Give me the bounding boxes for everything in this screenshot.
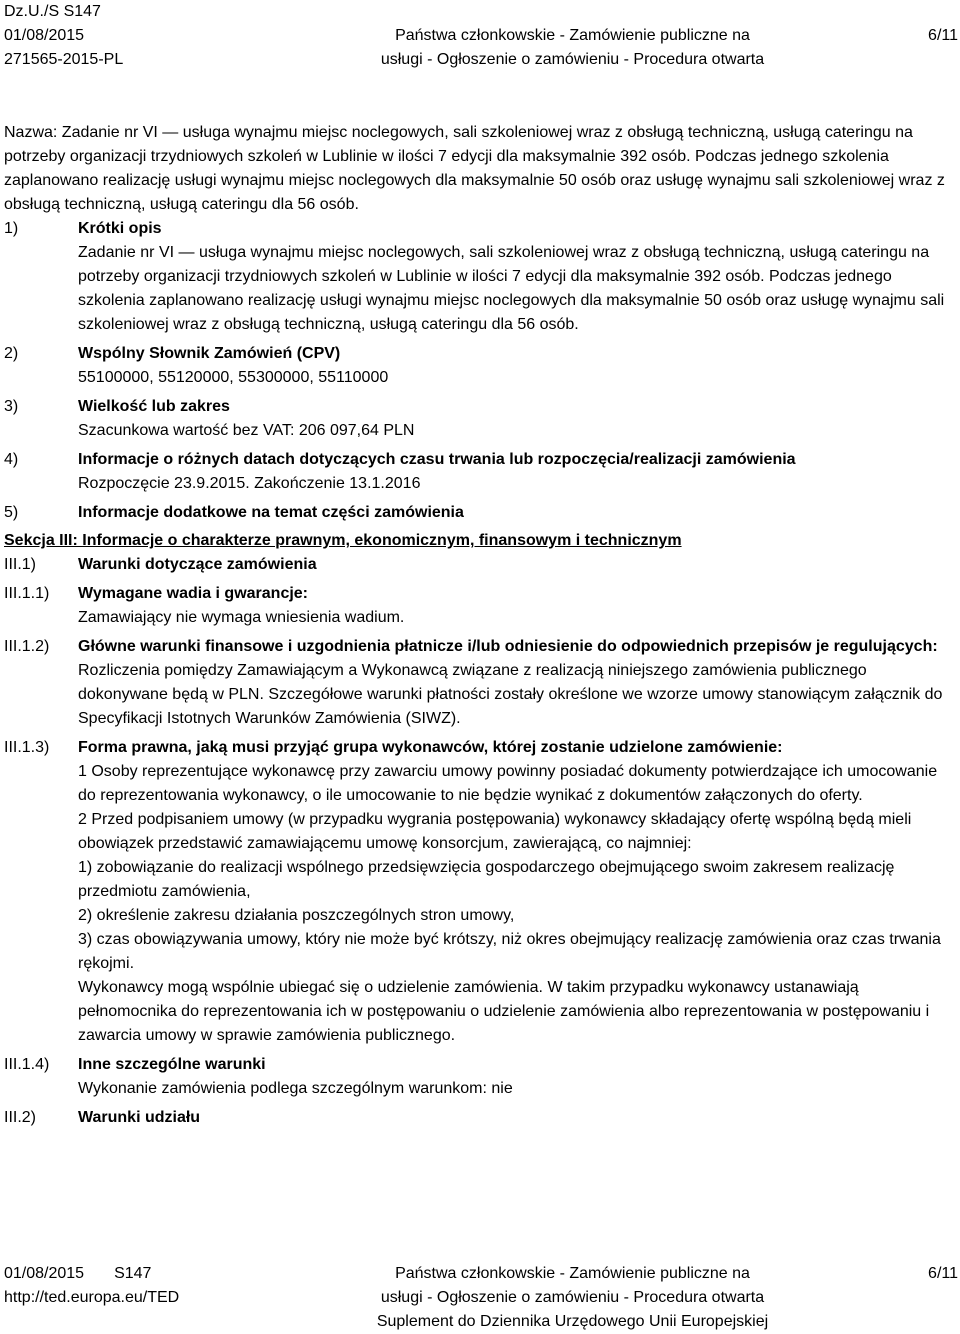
section-number: III.1) [4,556,37,573]
item-title: Krótki opis [78,220,162,237]
journal-reference: Dz.U./S S147 [4,3,101,20]
section-title: Warunki udziału [78,1109,201,1126]
notice-type-line-2: usługi - Ogłoszenie o zamówieniu - Procedura otwarta [380,51,765,68]
section-title: Forma prawna, jaką musi przyjąć grupa wykonawców, której zostanie udzielone zamówienie: [78,739,783,756]
paragraph: 1) zobowiązanie do realizacji wspólnego przedsięwzięcia gospodarczego obejmującego swoim zakresem realizację przedmiotu zamówienia, [78,859,895,900]
item-short-description [4,217,954,337]
item-number: 2) [4,345,19,362]
footer-page-number: 6/11 [928,1265,958,1282]
section-text: Wykonanie zamówienia podlega szczególnym warunkom: nie [78,1080,513,1097]
lot-name: Nazwa: Zadanie nr VI — usługa wynajmu miejsc noclegowych, sali szkoleniowej wraz z obsługą techniczną, usługą cateringu na potrzeby organizacji trzydniowych szkoleń w Lublinie w ilości 7 edycji dla maksymalnie 392 osób. Podczas jednego szkolenia zaplanowano realizację usługi wynajmu miejsc noclegowych dla maksymalnie 50 osób oraz usługę wynajmu sali szkoleniowej wraz z obsługą techniczną, usługą cateringu dla 56 osób. [4,124,945,213]
section-iii-2 [4,1106,954,1130]
paragraph: 1 Osoby reprezentujące wykonawcę przy zawarciu umowy powinny posiadać dokumenty potwierdzające ich umocowanie do reprezentowania wykonawcy, o ile umocowanie to nie będzie wynikać z dokumentów załączonych do oferty. [78,763,938,804]
section-heading: Sekcja III: Informacje o charakterze prawnym, ekonomicznym, finansowym i technicznym [4,532,682,549]
page-footer [0,1262,960,1334]
footer-url[interactable]: http://ted.europa.eu/TED [4,1289,180,1306]
section-title: Wymagane wadia i gwarancje: [78,585,309,602]
section-number: III.2) [4,1109,37,1126]
footer-center [200,1262,945,1334]
section-number: III.1.2) [4,638,50,655]
item-dates [4,448,954,496]
publication-date: 01/08/2015 [4,27,85,44]
page-header [0,0,960,72]
item-text: Szacunkowa wartość bez VAT: 206 097,64 PLN [78,422,415,439]
notice-number: 271565-2015-PL [4,51,124,68]
section-title: Inne szczególne warunki [78,1056,266,1073]
section-iii-1 [4,553,954,577]
section-iii-1-1 [4,582,954,630]
paragraph: Wykonawcy mogą wspólnie ubiegać się o udzielenie zamówienia. W takim przypadku wykonawcy ustanawiają pełnomocnika do reprezentowania ich w postępowaniu o udzielenie zamówienia albo reprezentowania w postępowaniu i zawarcia umowy w sprawie zamówienia publicznego. [78,979,930,1044]
section-number: III.1.1) [4,585,50,602]
item-number: 3) [4,398,19,415]
section-title: Główne warunki finansowe i uzgodnienia płatnicze i/lub odniesienie do odpowiednich przepisów je regulujących: [78,638,938,655]
paragraph: 3) czas obowiązywania umowy, który nie może być krótszy, niż okres obejmujący realizację zamówienia oraz czas trwania rękojmi. [78,931,941,972]
item-title: Informacje o różnych datach dotyczących czasu trwania lub rozpoczęcia/realizacji zamówienia [78,451,796,468]
document-body [4,121,954,1130]
footer-type-line-1: Państwa członkowskie - Zamówienie publiczne na [395,1265,750,1282]
footer-supplement: Suplement do Dziennika Urzędowego Unii Europejskiej [376,1313,769,1330]
footer-type-line-2: usługi - Ogłoszenie o zamówieniu - Procedura otwarta [380,1289,765,1306]
item-text: 55100000, 55120000, 55300000, 55110000 [78,369,389,386]
item-title: Informacje dodatkowe na temat części zamówienia [78,504,464,521]
section-number: III.1.4) [4,1056,50,1073]
item-additional-info [4,501,954,525]
section-iii-1-3 [4,736,954,1048]
footer-issue: S147 [114,1265,152,1282]
section-iii-1-4 [4,1053,954,1101]
notice-type-line-1: Państwa członkowskie - Zamówienie publiczne na [395,27,750,44]
section-number: III.1.3) [4,739,50,756]
section-text: Rozliczenia pomiędzy Zamawiającym a Wykonawcą związane z realizacją niniejszego zamówienia publicznego dokonywane będą w PLN. Szczegółowe warunki płatności zostały określone we wzorze umowy stanowiącym załącznik do Specyfikacji Istotnych Warunków Zamówienia (SIWZ). [78,662,943,727]
item-number: 4) [4,451,19,468]
page-number: 6/11 [928,27,958,44]
footer-date: 01/08/2015 [4,1265,85,1282]
paragraph: 2) określenie zakresu działania poszczególnych stron umowy, [78,907,515,924]
item-text: Rozpoczęcie 23.9.2015. Zakończenie 13.1.2016 [78,475,421,492]
item-number: 1) [4,220,19,237]
item-cpv [4,342,954,390]
paragraph: 2 Przed podpisaniem umowy (w przypadku wygrania postępowania) wykonawcy składający ofertę wspólną będą mieli obowiązek przedstawić zamawiającemu umowę konsorcjum, zawierającą, co najmniej: [78,811,912,852]
item-title: Wielkość lub zakres [78,398,230,415]
item-number: 5) [4,504,19,521]
item-scope [4,395,954,443]
item-text: Zadanie nr VI — usługa wynajmu miejsc noclegowych, sali szkoleniowej wraz z obsługą techniczną, usługą cateringu na potrzeby organizacji trzydniowych szkoleń w Lublinie w ilości 7 edycji dla maksymalnie 392 osób. Podczas jednego szkolenia zaplanowano realizację usługi wynajmu miejsc noclegowych dla maksymalnie 50 osób oraz usługę wynajmu sali szkoleniowej wraz z obsługą techniczną, usługą cateringu dla 56 osób. [78,244,945,333]
item-title: Wspólny Słownik Zamówień (CPV) [78,345,341,362]
section-text: Zamawiający nie wymaga wniesienia wadium. [78,609,405,626]
header-center [200,24,945,72]
footer-left [4,1262,179,1310]
header-left [4,0,123,72]
section-iii-1-2 [4,635,954,731]
section-title: Warunki dotyczące zamówienia [78,556,317,573]
